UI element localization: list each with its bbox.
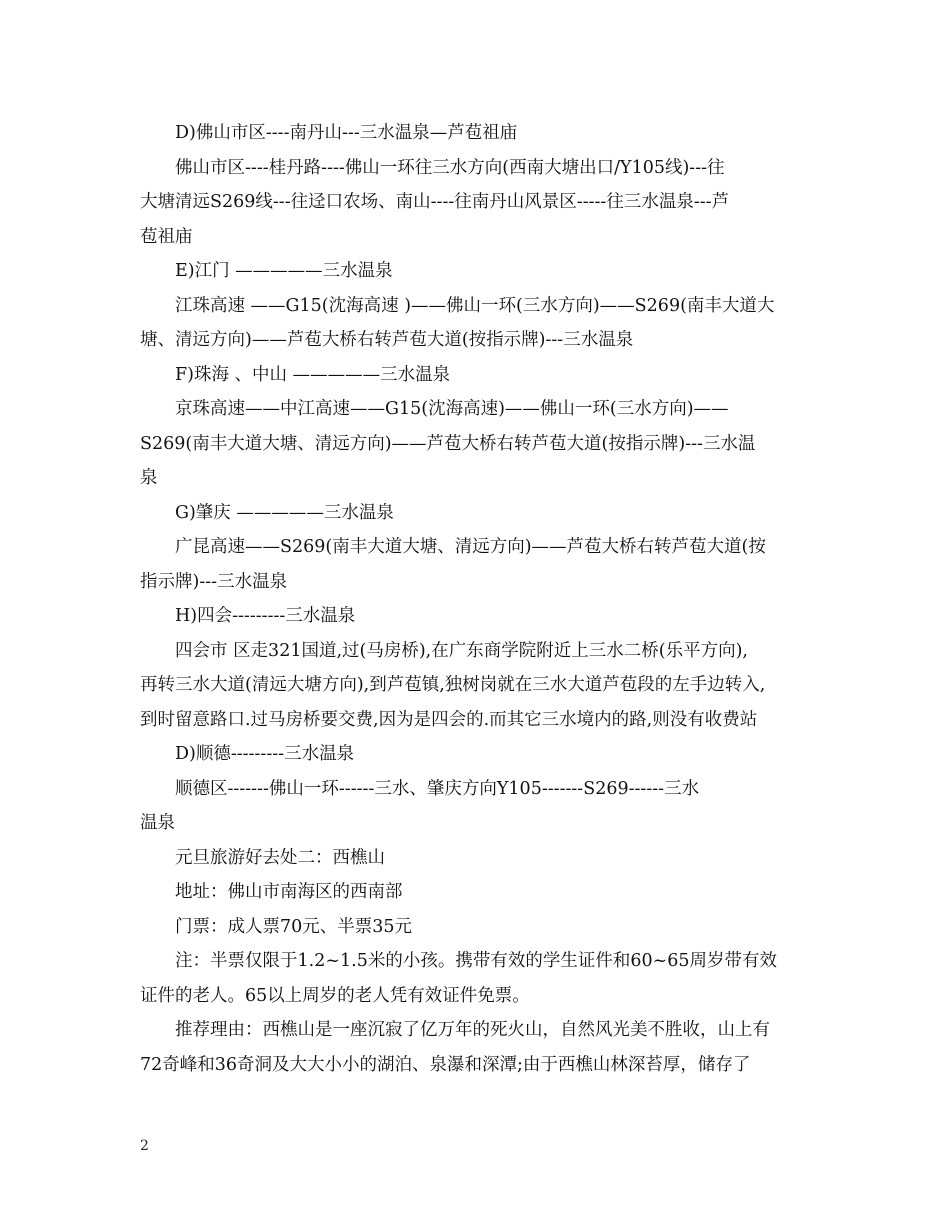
paragraph-line: 大塘清远S269线---往迳口农场、南山----往南丹山风景区-----往三水温泉---芦	[140, 192, 730, 212]
paragraph-line: 京珠高速——中江高速——G15(沈海高速)——佛山一环(三水方向)——	[175, 399, 729, 419]
paragraph-line: 指示牌)---三水温泉	[140, 571, 288, 592]
route-heading-shunde: D)顺德---------三水温泉	[175, 744, 355, 764]
paragraph-line: 再转三水大道(清远大塘方向),到芦苞镇,独树岗就在三水大道芦苞段的左手边转入,	[140, 675, 766, 695]
reason-line: 72奇峰和36奇洞及大大小小的湖泊、泉瀑和深潭;由于西樵山林深苔厚，储存了	[140, 1054, 751, 1075]
paragraph-line: 温泉	[140, 813, 175, 833]
note-line: 证件的老人。65以上周岁的老人凭有效证件免票。	[140, 985, 530, 1006]
page-number: 2	[140, 1138, 149, 1154]
route-heading-zhaoqing: G)肇庆 —————三水温泉	[175, 502, 394, 523]
route-heading-zhuhai-zhongshan: F)珠海 、中山 —————三水温泉	[175, 364, 451, 385]
paragraph-line: 到时留意路口.过马房桥要交费,因为是四会的.而其它三水境内的路,则没有收费站	[140, 709, 758, 730]
route-heading-foshan: D)佛山市区----南丹山---三水温泉—芦苞祖庙	[175, 123, 518, 143]
paragraph-line: 顺德区-------佛山一环------三水、肇庆方向Y105-------S269------三水	[175, 778, 700, 799]
paragraph-line: 苞祖庙	[140, 226, 193, 247]
paragraph-line: 泉	[140, 468, 158, 488]
route-heading-jiangmen: E)江门 —————三水温泉	[175, 261, 393, 281]
section-heading-xiqiao: 元旦旅游好去处二：西樵山	[175, 847, 385, 868]
paragraph-line: 塘、清远方向)——芦苞大桥右转芦苞大道(按指示牌)---三水温泉	[140, 330, 634, 350]
paragraph-line: 佛山市区----桂丹路----佛山一环往三水方向(西南大塘出口/Y105线)---往	[175, 157, 725, 178]
ticket-line: 门票：成人票70元、半票35元	[175, 916, 413, 937]
document-body	[140, 116, 815, 1082]
address-line: 地址：佛山市南海区的西南部	[175, 882, 403, 902]
reason-line: 推荐理由：西樵山是一座沉寂了亿万年的死火山，自然风光美不胜收，山上有	[175, 1020, 770, 1040]
route-heading-sihui: H)四会---------三水温泉	[175, 606, 356, 626]
paragraph-line: 江珠高速 ——G15(沈海高速 )——佛山一环(三水方向)——S269(南丰大道大	[175, 295, 775, 316]
paragraph-line: 四会市 区走321国道,过(马房桥),在广东商学院附近上三水二桥(乐平方向),	[175, 640, 748, 661]
paragraph-line: 广昆高速——S269(南丰大道大塘、清远方向)——芦苞大桥右转芦苞大道(按	[175, 537, 766, 557]
note-line: 注：半票仅限于1.2~1.5米的小孩。携带有效的学生证件和60~65周岁带有效	[175, 951, 778, 971]
paragraph-line: S269(南丰大道大塘、清远方向)——芦苞大桥右转芦苞大道(按指示牌)---三水温	[140, 433, 756, 454]
